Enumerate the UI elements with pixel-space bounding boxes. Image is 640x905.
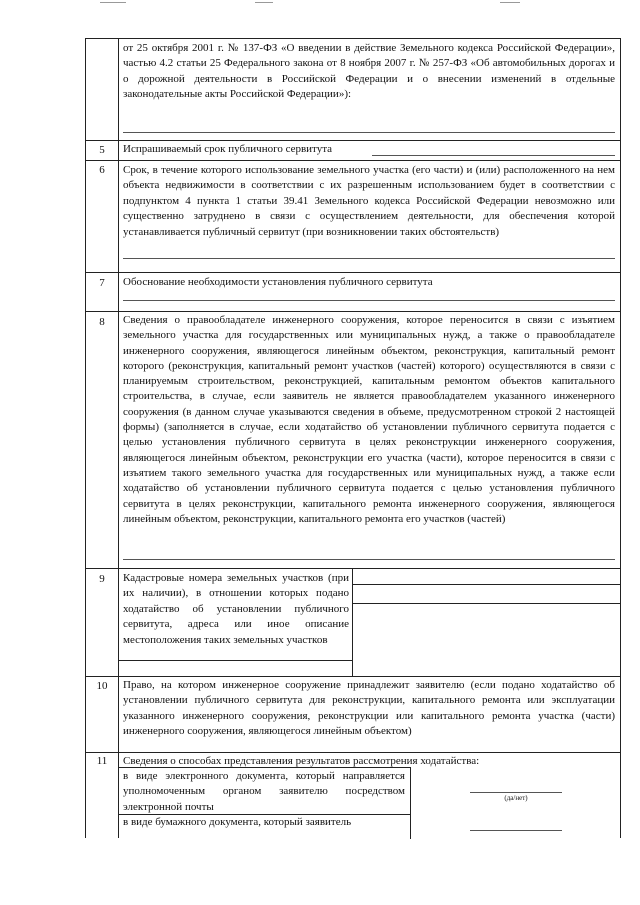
row-text: Право, на котором инженерное сооружение принадлежит заявителю (если подано ходатайство об установлении публичного сервитута для реконструкции, капитального ремонта или эксплуатации указанного инженерного сооружения, реконструкции или капитального ремонта участка (части) инженерного сооружения, являющегося линейным объектом) — [123, 679, 615, 738]
row-border — [85, 38, 621, 39]
option-border — [118, 767, 410, 768]
scan-mark — [100, 2, 126, 3]
row-border — [85, 752, 621, 753]
row-text: Срок, в течение которого использование земельного участка (его части) и (или) расположенного на нем объекта недвижимости в соответствии с их разрешенным использованием будет в соответствии с подпунктом 4 пункта 1 статьи 39.41 Земельного кодекса Российской Федерации невозможно или существенно затруднено в связи с осуществлением деятельности, для обеспечения которой устанавливается публичный сервитут (при возникновении таких обстоятельств) — [123, 164, 615, 238]
fill-line[interactable] — [123, 258, 615, 259]
row-number: 10 — [96, 680, 108, 692]
row-text: Обоснование необходимости установления публичного сервитута — [123, 276, 433, 288]
row-number: 5 — [99, 144, 105, 156]
row-text: Сведения о правообладателе инженерного сооружения, которое переносится в связи с изъятием земельного участка для государственных или муниципальных нужд, а также о правообладателе инженерного сооружения, являющегося линейным объектом, реконструкция, капитальный ремонт которого (реконструкция, капитальный ремонт участков (частей) которого) осуществляются в связи с планируемым строительством, реконструкцией, капитальным ремонтом объектов капитального строительства, в случае, если заявитель не является правообладателем указанного инженерного сооружения (в данном случае указываются сведения в объеме, предусмотренном строкой 2 настоящей формы) (заполняется в случае, если ходатайство об установлении публичного сервитута подается с целью установления публичного сервитута в целях реконструкции инженерного сооружения, являющегося линейным объектом, реконструкции его участка (части), которое переносится в связи с изъятием такого земельного участка для государственных или муниципальных нужд, а также если ходатайство об установлении публичного сервитута подается с целью установления публичного сервитута в целях реконструкции, капитального ремонта инженерного сооружения, являющегося линейным объектом, реконструкции, капитального ремонта его участков (частей) — [123, 314, 615, 525]
answer-line[interactable] — [470, 830, 562, 831]
row-border — [85, 272, 621, 273]
row-border — [85, 311, 621, 312]
inner-border — [352, 603, 620, 604]
inner-border — [118, 660, 352, 661]
row-text: от 25 октября 2001 г. № 137-ФЗ «О введении в действие Земельного кодекса Российской Федерации», частью 4.2 статьи 25 Федерального закона от 8 ноября 2007 г. № 257-ФЗ «Об автомобильных дорогах и о дорожной деятельности в Российской Федерации и о внесении изменений в отдельные законодательные акты Российской Федерации»): — [123, 42, 615, 101]
fill-line[interactable] — [123, 559, 615, 560]
table-border-right — [620, 38, 621, 838]
option-divider — [410, 767, 411, 839]
row-number: 7 — [99, 277, 105, 289]
answer-caption: (да/нет) — [504, 794, 528, 802]
row-border — [85, 676, 621, 677]
inner-border — [352, 584, 620, 585]
option-paper: в виде бумажного документа, который заявитель — [123, 816, 352, 828]
answer-line[interactable] — [470, 792, 562, 793]
table-column-divider — [118, 38, 119, 838]
fill-line — [123, 132, 615, 133]
row-border — [85, 140, 621, 141]
row-border — [85, 568, 621, 569]
row-number: 6 — [99, 164, 105, 176]
row-number: 9 — [99, 573, 105, 585]
scan-mark — [500, 2, 520, 3]
row-number: 11 — [96, 755, 108, 767]
row-border — [85, 160, 621, 161]
row-text: Сведения о способах представления результатов рассмотрения ходатайства: — [123, 755, 480, 767]
row-text: Кадастровые номера земельных участков (при их наличии), в отношении которых подано ходатайство об установлении публичного сервитута, адреса или иное описание местоположения таких земельных участков — [123, 572, 349, 646]
fill-line[interactable] — [372, 155, 615, 156]
fill-line[interactable] — [123, 300, 615, 301]
table-border-left — [85, 38, 86, 838]
row-number: 8 — [99, 316, 105, 328]
scan-mark — [255, 2, 273, 3]
row-text: Испрашиваемый срок публичного сервитута — [123, 143, 333, 155]
option-electronic: в виде электронного документа, который направляется уполномоченным органом заявителю посредством электронной почты — [123, 770, 405, 813]
